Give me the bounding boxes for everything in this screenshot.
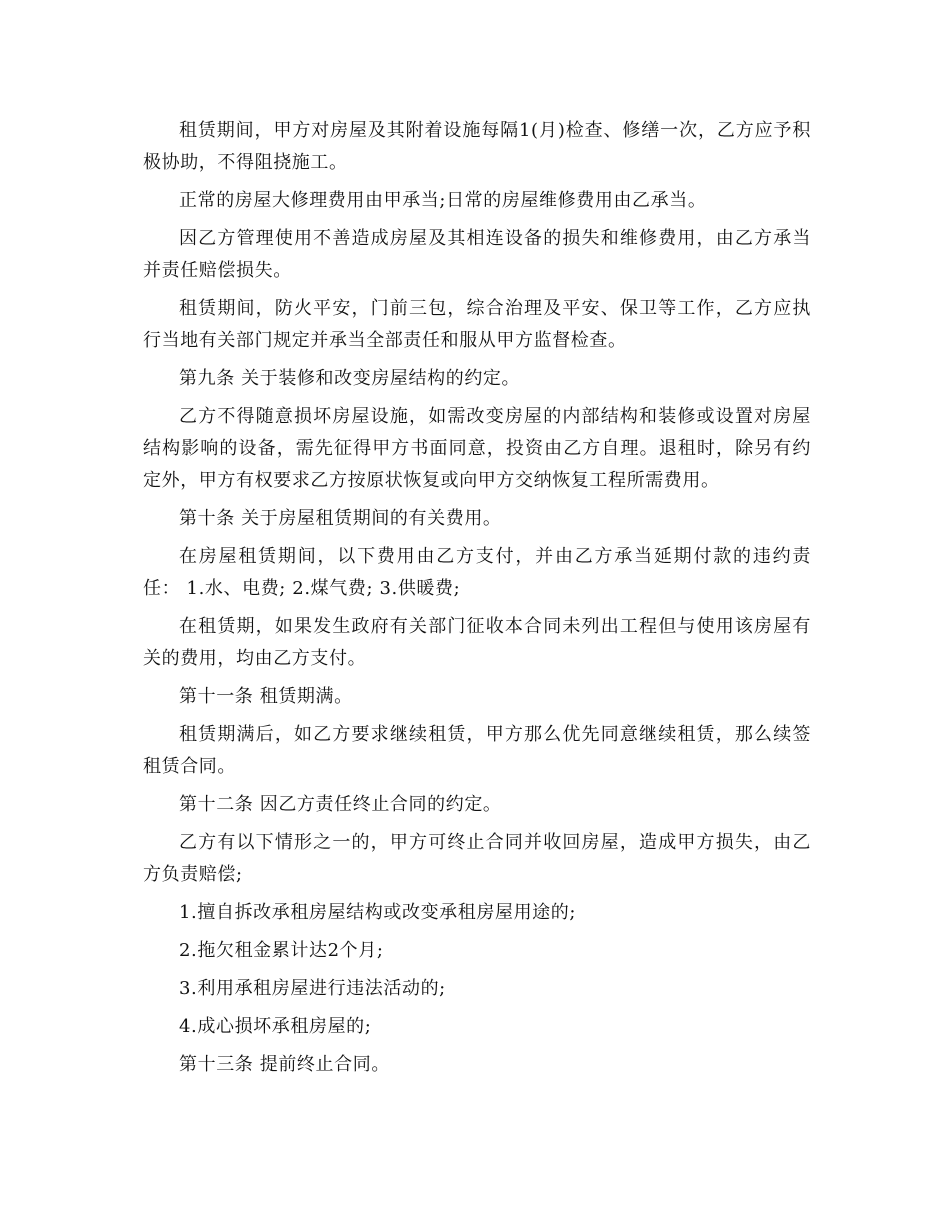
document-body — [143, 115, 811, 1087]
paragraph-damage-liability: 因乙方管理使用不善造成房屋及其相连设备的损失和维修费用，由乙方承当并责任赔偿损失。 — [143, 228, 811, 281]
list-item-3: 3.利用承租房屋进行违法活动的; — [179, 978, 446, 999]
paragraph-government-fees: 在租赁期，如果发生政府有关部门征收本合同未列出工程但与使用该房屋有关的费用，均由乙方支付。 — [143, 616, 811, 669]
list-item-1: 1.擅自拆改承租房屋结构或改变承租房屋用途的; — [179, 902, 577, 923]
heading-article-9: 第九条 关于装修和改变房屋结构的约定。 — [179, 368, 521, 389]
paragraph-termination-cases: 乙方有以下情形之一的，甲方可终止合同并收回房屋，造成甲方损失，由乙方负责赔偿; — [143, 832, 811, 885]
heading-article-10: 第十条 关于房屋租赁期间的有关费用。 — [179, 508, 502, 529]
paragraph-renovation: 乙方不得随意损坏房屋设施，如需改变房屋的内部结构和装修或设置对房屋结构影响的设备，需先征得甲方书面同意，投资由乙方自理。退租时，除另有约定外，甲方有权要求乙方按原状恢复或向甲方交纳恢复工程所需费用。 — [143, 406, 811, 491]
list-item-4: 4.成心损坏承租房屋的; — [179, 1016, 372, 1037]
heading-article-13: 第十三条 提前终止合同。 — [179, 1054, 390, 1075]
heading-article-12: 第十二条 因乙方责任终止合同的约定。 — [179, 794, 502, 815]
paragraph-fees: 在房屋租赁期间，以下费用由乙方支付，并由乙方承当延期付款的违约责任： 1.水、电费; 2.煤气费; 3.供暖费; — [143, 546, 811, 599]
paragraph-safety: 租赁期间，防火平安，门前三包，综合治理及平安、保卫等工作，乙方应执行当地有关部门规定并承当全部责任和服从甲方监督检查。 — [143, 298, 811, 351]
paragraph-renewal: 租赁期满后，如乙方要求继续租赁，甲方那么优先同意继续租赁，那么续签租赁合同。 — [143, 724, 811, 777]
list-item-2: 2.拖欠租金累计达2个月; — [179, 940, 384, 961]
heading-article-11: 第十一条 租赁期满。 — [179, 686, 353, 707]
paragraph-inspection: 租赁期间，甲方对房屋及其附着设施每隔1(月)检查、修缮一次，乙方应予积极协助，不得阻挠施工。 — [143, 120, 811, 173]
paragraph-repair-costs: 正常的房屋大修理费用由甲承当;日常的房屋维修费用由乙承当。 — [179, 190, 707, 211]
